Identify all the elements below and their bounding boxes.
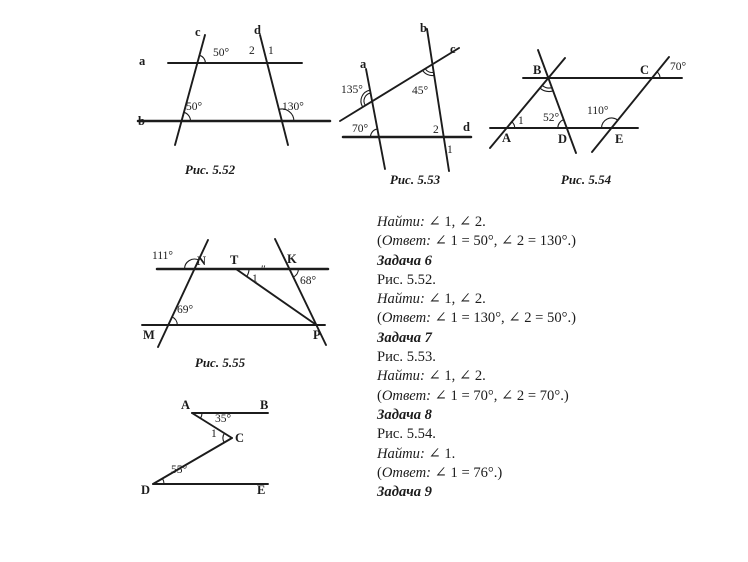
point-label-M: M <box>143 328 155 342</box>
angle-arc <box>172 317 177 325</box>
figure-zigzag <box>122 393 307 503</box>
line-prefix: ( <box>377 233 382 250</box>
angle-label-55: 55° <box>171 464 188 476</box>
point-label-E: E <box>615 132 624 146</box>
angle-label-1: 1 <box>268 45 274 57</box>
point-label-E: E <box>257 483 266 497</box>
line-keyword: Найти: <box>377 445 425 462</box>
line-body: ∠ 1, ∠ 2. <box>424 368 486 385</box>
figure-caption: Рис. 5.54 <box>560 172 612 187</box>
point-label-D: D <box>141 483 151 497</box>
angle-label-50-top: 50° <box>213 47 230 59</box>
line-keyword: Задача 6 <box>377 252 432 269</box>
point-label-N: N <box>197 254 207 268</box>
answer-line <box>377 464 669 483</box>
point-label-c: c <box>450 42 456 56</box>
line-keyword: Ответ: <box>381 387 431 404</box>
figure-caption: Рис. 5.52 <box>184 162 236 177</box>
figure-ref-line <box>377 348 669 367</box>
angle-label-1: 1 <box>211 428 217 440</box>
point-label-P: P <box>313 328 321 342</box>
line-body: ∠ 1 = 76°.) <box>430 464 503 481</box>
angle-label-68: 68° <box>300 275 317 287</box>
line-BD <box>538 50 576 153</box>
angle-label-70: 70° <box>670 61 687 73</box>
task-heading <box>377 483 669 502</box>
angle-arc <box>425 69 433 73</box>
angle-label-1: 1 <box>252 273 258 285</box>
line-keyword: Задача 9 <box>377 484 432 501</box>
figure-ref-line <box>377 425 669 444</box>
point-label-b: b <box>138 114 145 128</box>
line-prefix: ( <box>377 310 382 327</box>
angle-arc <box>223 433 224 442</box>
answer-line <box>377 387 669 406</box>
line-body: Рис. 5.52. <box>377 271 436 288</box>
point-label-C: C <box>640 63 650 77</box>
line-keyword: Ответ: <box>381 233 431 250</box>
line-keyword: Ответ: <box>381 464 431 481</box>
angle-arc <box>200 55 206 63</box>
angle-label-110: 110° <box>587 105 609 117</box>
find-line <box>377 290 669 309</box>
point-label-C: C <box>235 431 245 445</box>
line-c <box>175 35 205 145</box>
angle-label-45: 45° <box>412 85 429 97</box>
line-body: ∠ 1, ∠ 2. <box>424 291 486 308</box>
figure-5-54 <box>485 32 710 192</box>
angle-label-1: 1 <box>447 144 453 156</box>
figure-caption: Рис. 5.55 <box>194 355 246 370</box>
problems-text-block <box>377 213 669 502</box>
angle-arc <box>184 112 191 121</box>
segment-CD <box>153 438 232 484</box>
line-a <box>366 69 385 169</box>
answer-line <box>377 309 669 328</box>
point-label-B: B <box>533 63 542 77</box>
point-label-b: b <box>420 21 427 35</box>
task-heading <box>377 406 669 425</box>
line-keyword: Найти: <box>377 214 425 230</box>
task-heading <box>377 329 669 348</box>
angle-label-1: 1 <box>518 115 524 127</box>
point-label-a: a <box>139 54 146 68</box>
angle-label-50-bottom: 50° <box>186 101 203 113</box>
angle-label-2: 2 <box>249 45 255 57</box>
line-body: ∠ 1 = 130°, ∠ 2 = 50°.) <box>430 310 576 327</box>
line-b <box>427 29 449 171</box>
point-label-d: d <box>254 23 261 37</box>
line-body: Рис. 5.54. <box>377 426 436 443</box>
angle-label-111: 111° <box>152 250 173 262</box>
line-keyword: Найти: <box>377 291 425 308</box>
point-label-a: a <box>360 57 367 71</box>
point-label-B: B <box>260 398 269 412</box>
angle-label-2: 2 <box>433 124 439 136</box>
line-body: ∠ 1. <box>424 445 456 462</box>
answer-line <box>377 232 669 251</box>
task-heading <box>377 252 669 271</box>
angle-label-69: 69° <box>177 304 194 316</box>
angle-label-52: 52° <box>543 112 560 124</box>
tick-mark: ″ <box>261 264 266 276</box>
angle-label-135: 135° <box>341 84 363 96</box>
figure-caption: Рис. 5.53 <box>389 172 441 187</box>
angle-label-130: 130° <box>282 101 304 113</box>
find-line <box>377 367 669 386</box>
line-body: ∠ 1 = 50°, ∠ 2 = 130°.) <box>430 233 576 250</box>
line-prefix: ( <box>377 387 382 404</box>
point-label-c: c <box>195 25 201 39</box>
angle-label-35: 35° <box>215 413 232 425</box>
point-label-T: T <box>230 253 239 267</box>
line-keyword: Задача 8 <box>377 406 432 423</box>
find-line <box>377 213 669 232</box>
line-prefix: ( <box>377 464 382 481</box>
find-line <box>377 445 669 464</box>
point-label-A: A <box>502 131 512 145</box>
figure-5-52 <box>130 10 355 185</box>
line-body: ∠ 1 = 70°, ∠ 2 = 70°.) <box>430 387 569 404</box>
line-keyword: Ответ: <box>381 310 431 327</box>
figure-ref-line <box>377 271 669 290</box>
point-label-D: D <box>558 132 568 146</box>
line-body: ∠ 1, ∠ 2. <box>424 214 486 230</box>
line-d <box>260 35 288 145</box>
line-body: Рис. 5.53. <box>377 349 436 366</box>
angle-label-70: 70° <box>352 123 369 135</box>
point-label-K: K <box>287 252 297 266</box>
point-label-A: A <box>181 398 191 412</box>
point-label-d: d <box>463 120 470 134</box>
figure-5-55 <box>85 228 345 376</box>
line-keyword: Задача 7 <box>377 329 432 346</box>
line-keyword: Найти: <box>377 368 425 385</box>
